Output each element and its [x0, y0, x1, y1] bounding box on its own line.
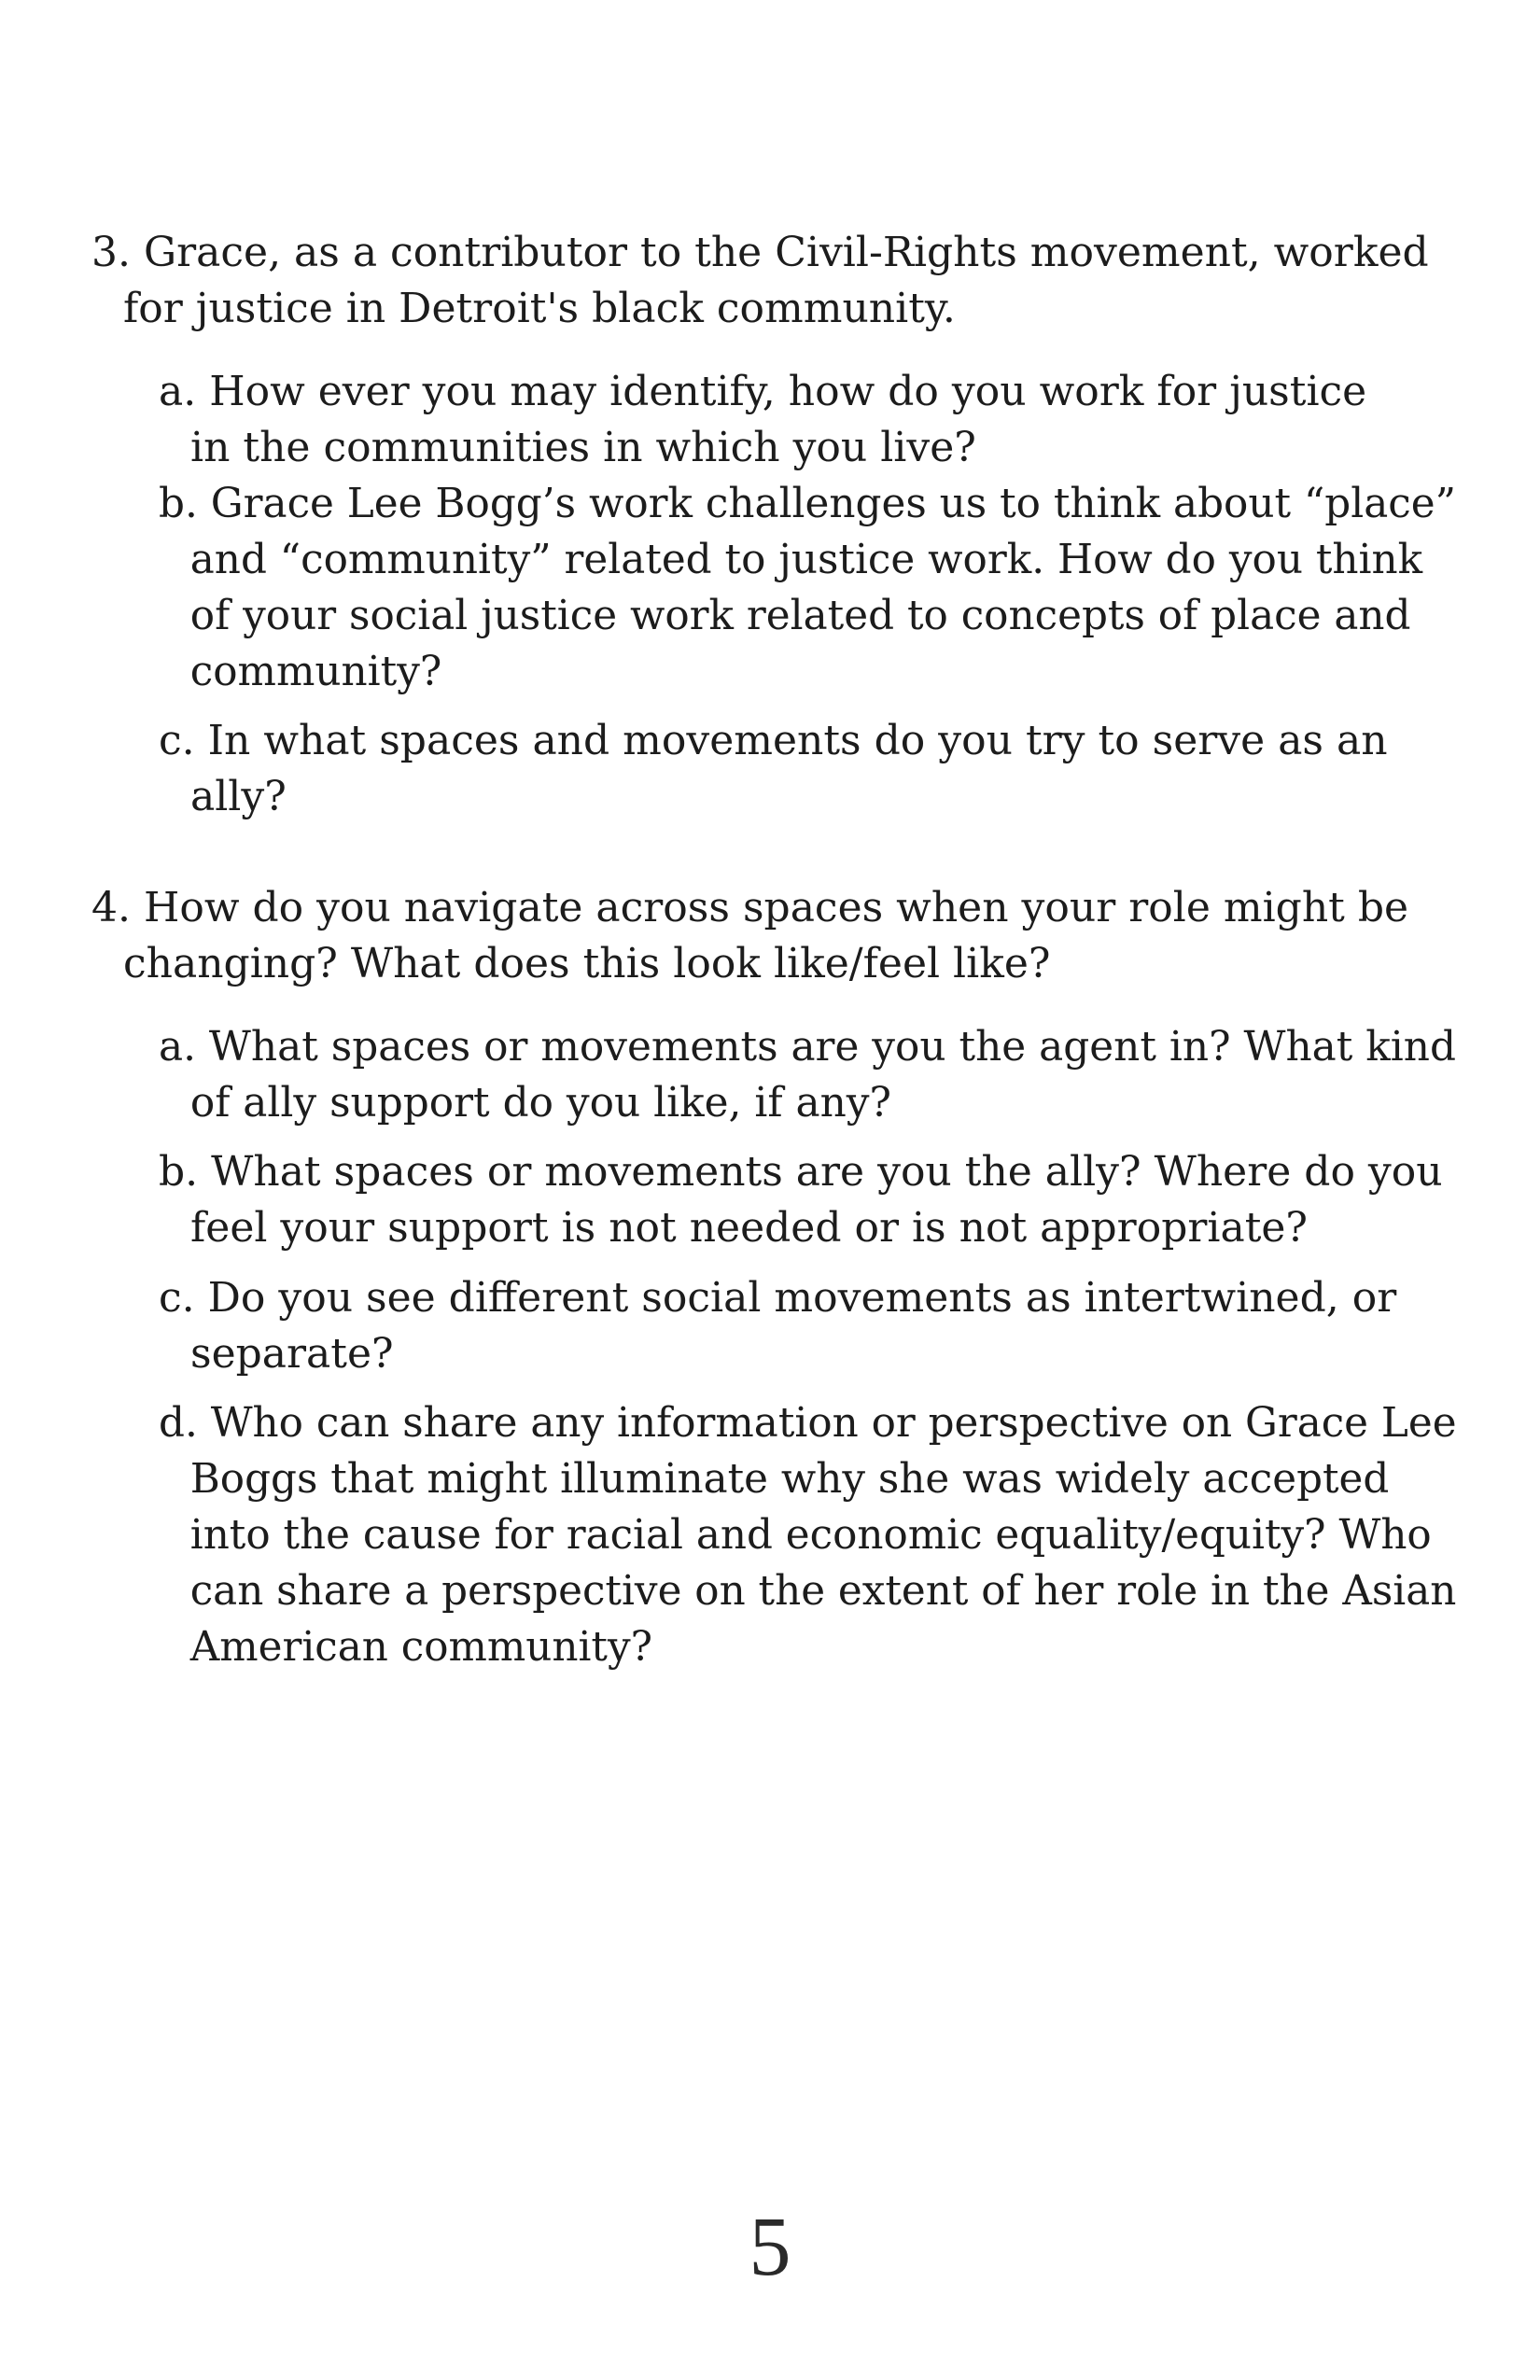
question-3b-line: community? — [189, 648, 442, 695]
question-3-line: for justice in Detroit's black community. — [123, 285, 956, 332]
question-3 — [91, 225, 1429, 337]
question-3b-line: b. Grace Lee Bogg’s work challenges us to think about “place” — [159, 480, 1456, 527]
question-4c-line: separate? — [190, 1330, 394, 1378]
question-4b-line: feel your support is not needed or is not appropriate? — [190, 1204, 1309, 1252]
question-4c — [159, 1270, 1396, 1382]
question-3c-line: ally? — [190, 773, 287, 820]
question-4a — [159, 1019, 1463, 1131]
question-4c-line: c. Do you see different social movements as intertwined, or — [159, 1274, 1397, 1322]
question-4-line: changing? What does this look like/feel like? — [123, 940, 1051, 987]
question-4d-line: can share a perspective on the extent of her role in the Asian — [189, 1567, 1457, 1615]
question-4a-line: of ally support do you like, if any? — [189, 1079, 891, 1127]
question-4d — [159, 1395, 1467, 1675]
question-3b-line: of your social justice work related to concepts of place and — [189, 592, 1411, 639]
question-3b-line: and “community” related to justice work. How do you think — [189, 536, 1423, 583]
question-3c-line: c. In what spaces and movements do you try to serve as an — [159, 717, 1388, 764]
question-4d-line: d. Who can share any information or perspective on Grace Lee — [159, 1399, 1457, 1447]
question-4a-line: a. What spaces or movements are you the agent in? What kind — [159, 1023, 1457, 1071]
question-3b — [159, 476, 1465, 700]
page-number: 5 — [749, 2201, 791, 2293]
question-4d-line: into the cause for racial and economic equality/equity? Who — [189, 1511, 1432, 1559]
question-3a-line: in the communities in which you live? — [190, 424, 976, 471]
question-4d-line: Boggs that might illuminate why she was widely accepted — [189, 1455, 1390, 1503]
question-4b-line: b. What spaces or movements are you the ally? Where do you — [159, 1148, 1443, 1196]
question-3c — [159, 713, 1388, 825]
question-4b — [159, 1144, 1443, 1256]
question-3-line: 3. Grace, as a contributor to the Civil-Rights movement, worked — [91, 229, 1429, 276]
question-4d-line: American community? — [189, 1623, 653, 1671]
question-3a — [159, 364, 1366, 476]
question-3a-line: a. How ever you may identify, how do you work for justice — [159, 368, 1367, 415]
question-4 — [91, 880, 1408, 992]
question-4-line: 4. How do you navigate across spaces when your role might be — [91, 884, 1409, 931]
